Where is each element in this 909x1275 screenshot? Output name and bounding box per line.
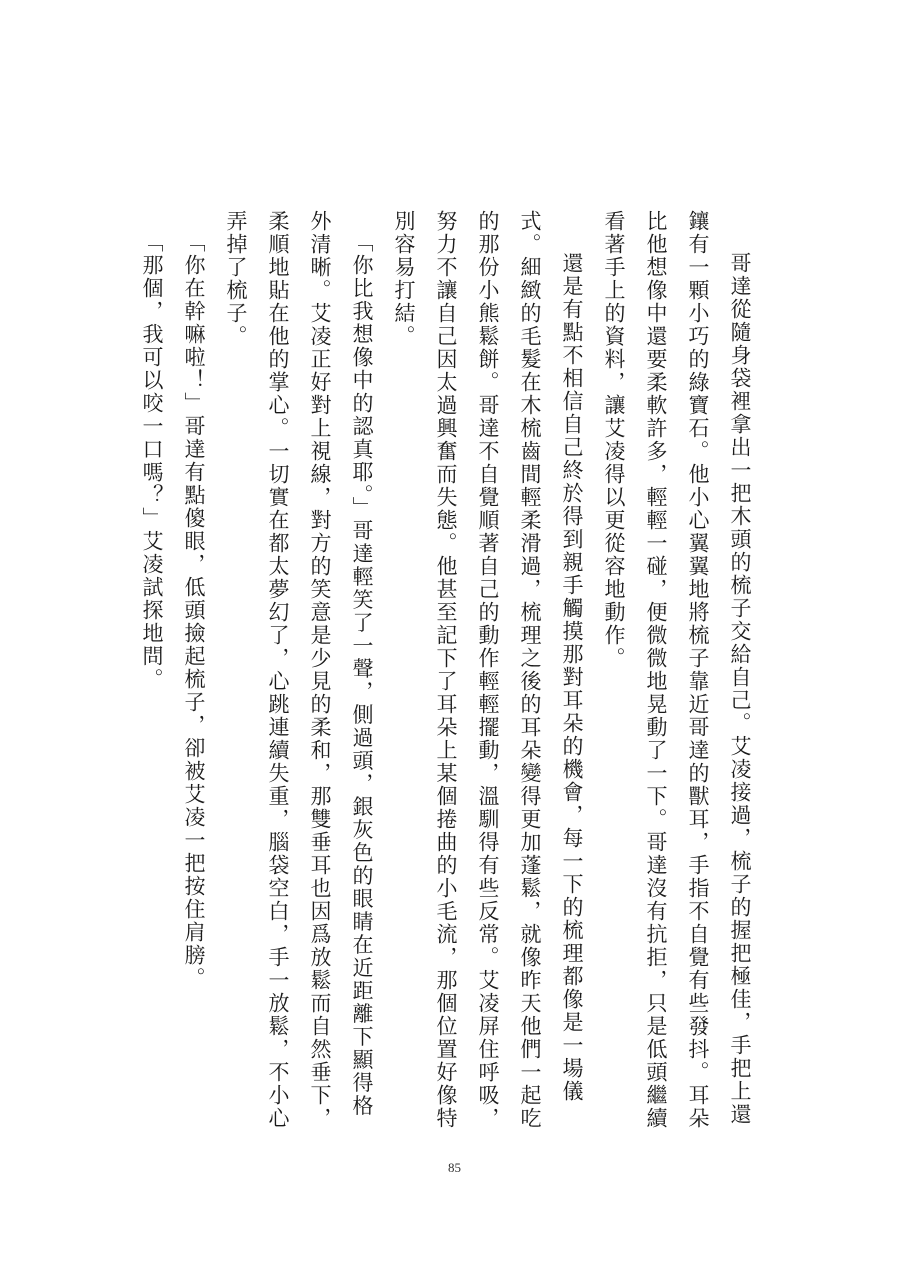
paragraph-2: 還是有點不相信自己終於得到親手觸摸那對耳朵的機會，每一下的梳理都像是一場儀式。細緻的毛髮在木梳齒間輕柔滑過，梳理之後的耳朵變得更加蓬鬆，就像昨天他們一起吃的那份小熊鬆餅。哥達不自覺順著自己的動作輕輕擺動，溫馴得有些反常。艾凌屏住呼吸，努力不讓自己因太過興奮而失態。他甚至記下了耳朵上某個捲曲的小毛流，那個位置好像特別容易打結。	[392, 210, 584, 1130]
paragraph-5: 「那個，我可以咬一口嗎？」艾凌試探地問。	[140, 231, 164, 691]
paragraph-1: 哥達從隨身袋裡拿出一把木頭的梳子交給自己。艾凌接過，梳子的握把極佳，手把上還鑲有一顆小巧的綠寶石。他小心翼翼地將梳子靠近哥達的獸耳，手指不自覺有些發抖。耳朵比他想像中還要柔軟許多，輕輕一碰，便微微地晃動了一下。哥達沒有抗拒，只是低頭繼續看著手上的資料，讓艾凌得以更從容地動作。	[602, 210, 752, 1130]
paragraph-3: 「你比我想像中的認真耶。」哥達輕笑了一聲，側過頭，銀灰色的眼睛在近距離下顯得格外清晰。艾凌正好對上視線，對方的笑意是少見的柔和，那雙垂耳也因爲放鬆而自然垂下，柔順地貼在他的掌心。一切實在都太夢幻了，心跳連續失重，腦袋空白，手一放鬆，不小心弄掉了梳子。	[224, 210, 374, 1130]
paragraph-4: 「你在幹嘛啦！」哥達有點傻眼，低頭撿起梳子，卻被艾凌一把按住肩膀。	[182, 231, 206, 990]
page-number: 85	[448, 1160, 461, 1175]
page-body-text	[136, 210, 761, 1130]
